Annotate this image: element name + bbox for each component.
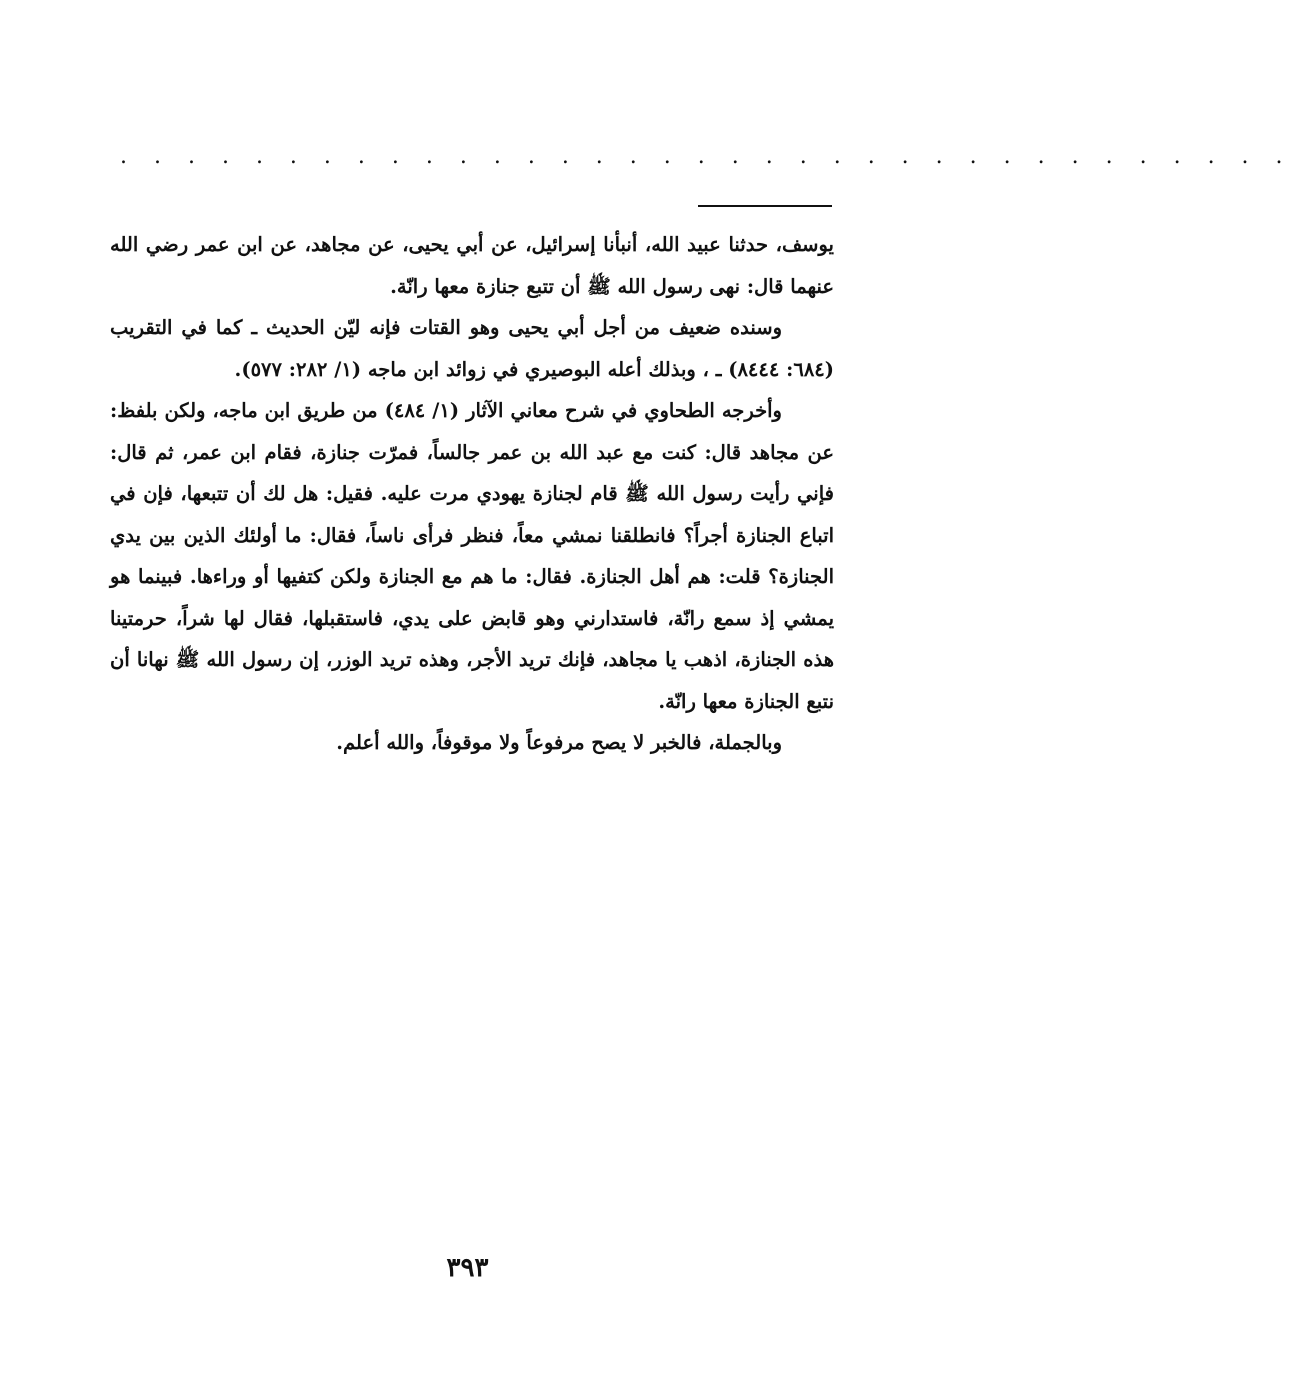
footnote-text <box>110 224 834 764</box>
page-number: ٣٩٣ <box>446 1253 489 1283</box>
footnote-paragraph-1: يوسف، حدثنا عبيد الله، أنبأنا إسرائيل، عن أبي يحيى، عن مجاهد، عن ابن عمر رضي الله عنهما قال: نهى رسول الله ﷺ أن تتبع جنازة معها رانّة. <box>110 233 834 298</box>
footnote-paragraph-2: وسنده ضعيف من أجل أبي يحيى وهو القتات فإنه ليّن الحديث ـ كما في التقريب (٦٨٤: ٨٤٤٤) ـ ، وبذلك أعله البوصيري في زوائد ابن ماجه (١/ ٢٨٢: ٥٧٧). <box>110 316 834 381</box>
footnote-paragraph-3: وأخرجه الطحاوي في شرح معاني الآثار (١/ ٤٨٤) من طريق ابن ماجه، ولكن بلفظ: عن مجاهد قال: كنت مع عبد الله بن عمر جالساً، فمرّت جنازة، فقام ابن عمر، ثم قال: فإني رأيت رسول الله ﷺ قام لجنازة يهودي مرت عليه. فقيل: هل لك أن تتبعها، فإن في اتباع الجنازة أجراً؟ فانطلقنا نمشي معاً، فنظر فرأى ناساً، فقال: ما أولئك الذين بين يدي الجنازة؟ قلت: هم أهل الجنازة. فقال: ما هم مع الجنازة ولكن كتفيها أو وراءها. فبينما هو يمشي إذ سمع رانّة، فاستدارني وهو قابض على يدي، فاستقبلها، فقال لها شراً، حرمتينا هذه الجنازة، اذهب يا مجاهد، فإنك تريد الأجر، وهذه تريد الوزر، إن رسول الله ﷺ نهانا أن نتبع الجنازة معها رانّة. <box>110 399 834 713</box>
footnote-paragraph-4: وبالجملة، فالخبر لا يصح مرفوعاً ولا موقوفاً، والله أعلم. <box>336 731 782 754</box>
footnote-rule <box>698 205 832 207</box>
dotted-separator: . . . . . . . . . . . . . . . . . . . . . . . . . . . . . . . . . . . <box>120 144 1293 169</box>
